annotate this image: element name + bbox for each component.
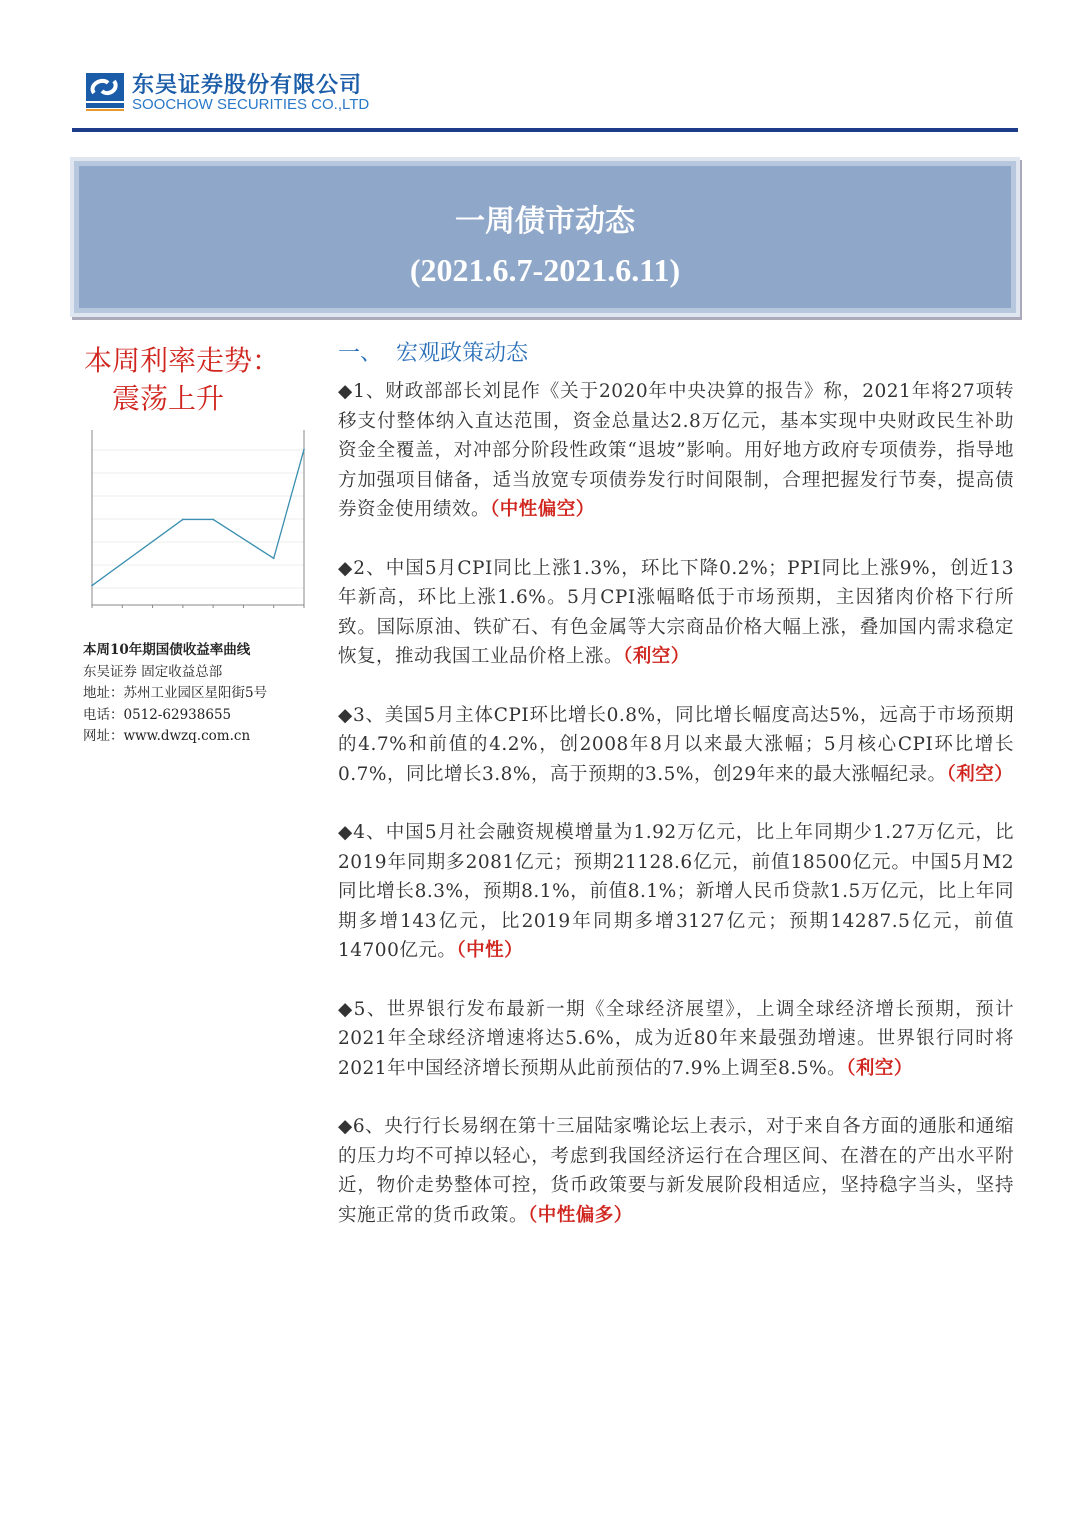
website: 网址：www.dwzq.com.cn: [83, 728, 251, 744]
section-title: 一、 宏观政策动态: [338, 341, 528, 366]
news-text: ◆6、央行行长易纲在第十三届陆家嘴论坛上表示，对于来自各方面的通胀和通缩的压力均不可掉以轻心，考虑到我国经济运行在合理区间、在潜在的产出水平附近，物价走势整体可控，货币政策要与新发展阶段相适应，坚持稳字当头，坚持实施正常的货币政策。: [338, 1116, 1014, 1226]
logo-en: SOOCHOW SECURITIES CO.,LTD: [132, 96, 370, 113]
data-point: [91, 585, 93, 587]
logo-cn: 东吴证券股份有限公司: [132, 73, 363, 98]
news-item: [338, 554, 1014, 672]
news-text: ◆5、世界银行发布最新一期《全球经济展望》，上调全球经济增长预期，预计2021年全球经济增速将达5.6%，成为近80年来最强劲增速。世界银行同时将2021年中国经济增长预期从此前预估的7.9%上调至8.5%。: [338, 998, 1014, 1079]
yield-curve-chart: [82, 420, 322, 640]
news-text: ◆3、美国5月主体CPI环比增长0.8%，同比增长幅度高达5%，远高于市场预期的4.7%和前值的4.2%，创2008年8月以来最大涨幅；5月核心CPI环比增长0.7%，同比增长3.8%，高于预期的3.5%，创29年来的最大涨幅纪录。: [338, 704, 1014, 785]
data-point: [182, 519, 184, 521]
title-banner: [70, 157, 1020, 317]
phone: 电话：0512-62938655: [83, 706, 232, 723]
news-text: ◆2、中国5月CPI同比上涨1.3%，环比下降0.2%；PPI同比上涨9%，创近13年新高，环比上涨1.6%。5月CPI涨幅略低于市场预期，主因猪肉价格下行所致。国际原油、铁矿石、有色金属等大宗商品价格大幅上涨，叠加国内需求稳定恢复，推动我国工业品价格上涨。: [338, 557, 1014, 667]
news-item: [338, 1112, 1014, 1230]
rate-trend-heading: [84, 342, 280, 418]
report-title: 一周债市动态: [455, 204, 635, 239]
data-point: [273, 558, 275, 560]
news-item: [338, 377, 1014, 525]
data-point: [303, 449, 305, 451]
header-divider: [72, 128, 1018, 132]
chart-caption: 本周10年期国债收益率曲线: [83, 642, 251, 658]
logo-icon: [84, 71, 126, 113]
impact-tag: （利空）: [946, 763, 1014, 785]
trend-value: 震荡上升: [112, 382, 225, 415]
news-item: [338, 818, 1014, 966]
news-item: [338, 701, 1014, 790]
main-content: [338, 336, 1014, 1259]
report-date-range: (2021.6.7-2021.6.11): [409, 252, 681, 288]
news-text: ◆1、财政部部长刘昆作《关于2020年中央决算的报告》称，2021年将27项转移支付整体纳入直达范围，资金总量达2.8万亿元，基本实现中央财政民生补助资金全覆盖，对冲部分阶段性政策“退坡”影响。用好地方政府专项债券，指导地方加强项目储备，适当放宽专项债券发行时间限制，合理把握发行节奏，提高债券资金使用绩效。: [338, 381, 1014, 520]
company-logo: [84, 70, 370, 114]
impact-tag: （中性）: [456, 940, 524, 961]
department: 东吴证券 固定收益总部: [83, 663, 223, 680]
news-item: [338, 995, 1014, 1084]
address: 地址：苏州工业园区星阳街5号: [83, 685, 268, 701]
news-text: ◆4、中国5月社会融资规模增量为1.92万亿元，比上年同期少1.27万亿元，比2019年同期多2081亿元；预期21128.6亿元，前值18500亿元。中国5月M2同比增长8.3%，预期8.1%，前值8.1%；新增人民币贷款1.5万亿元，比上年同期多增143亿元，比2019年同期多增3127亿元；预期14287.5亿元，前值14700亿元。: [338, 822, 1014, 961]
impact-tag: （利空）: [623, 646, 690, 667]
data-point: [212, 519, 214, 521]
sidebar-info: [83, 640, 267, 748]
impact-tag: （中性偏空）: [490, 499, 595, 520]
trend-label: 本周利率走势：: [84, 344, 281, 377]
impact-tag: （中性偏多）: [528, 1204, 633, 1226]
impact-tag: （利空）: [846, 1057, 913, 1079]
